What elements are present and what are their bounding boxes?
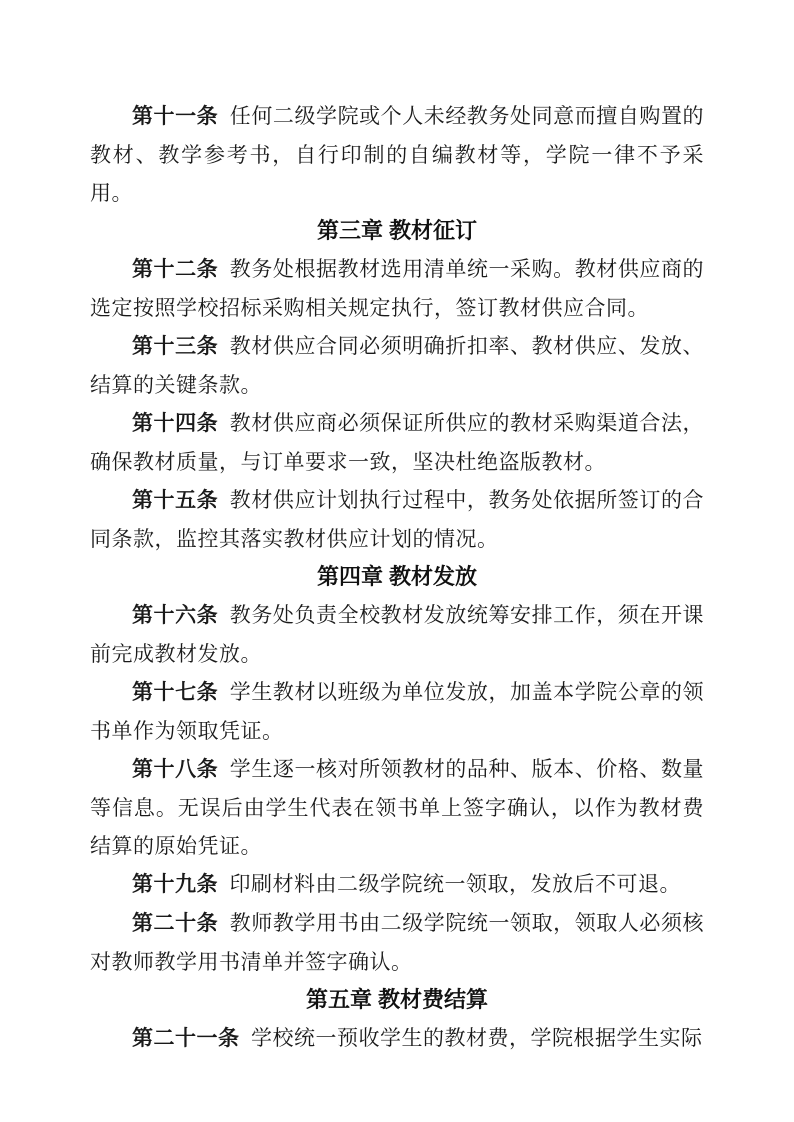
article-text: 教师教学用书由二级学院统一领取，领取人必须核对教师教学用书清单并签字确认。 [90, 911, 704, 974]
chapter-heading-4: 第四章 教材发放 [316, 564, 478, 589]
article-number: 第十七条 [132, 681, 219, 704]
article-text: 教材供应合同必须明确折扣率、教材供应、发放、结算的关键条款。 [90, 334, 704, 397]
article-number: 第十八条 [132, 758, 219, 781]
article-paragraph-12 [90, 250, 704, 327]
article-paragraph-14 [90, 404, 704, 481]
article-paragraph-11 [90, 97, 704, 212]
article-paragraph-18 [90, 750, 704, 865]
article-number: 第十四条 [132, 412, 219, 435]
article-number: 第十二条 [132, 258, 219, 281]
article-text: 学生教材以班级为单位发放，加盖本学院公章的领书单作为领取凭证。 [90, 680, 704, 743]
article-text: 教材供应商必须保证所供应的教材采购渠道合法，确保教材质量，与订单要求一致，坚决杜绝盗版教材。 [90, 411, 704, 474]
article-number: 第十三条 [132, 335, 219, 358]
article-text: 任何二级学院或个人未经教务处同意而擅自购置的教材、教学参考书，自行印制的自编教材等，学院一律不予采用。 [90, 104, 704, 205]
article-paragraph-13 [90, 327, 704, 404]
article-paragraph-21 [90, 1019, 704, 1058]
article-text: 学校统一预收学生的教材费，学院根据学生实际 [251, 1026, 703, 1050]
article-paragraph-19 [90, 865, 704, 904]
article-paragraph-17 [90, 673, 704, 750]
article-number: 第十九条 [132, 873, 218, 896]
article-number: 第二十一条 [132, 1027, 240, 1050]
article-paragraph-16 [90, 596, 704, 673]
article-paragraph-15 [90, 481, 704, 558]
article-text: 学生逐一核对所领教材的品种、版本、价格、数量等信息。无误后由学生代表在领书单上签字确认，以作为教材费结算的原始凭证。 [90, 757, 704, 858]
article-text: 印刷材料由二级学院统一领取，发放后不可退。 [229, 872, 682, 896]
article-text: 教务处负责全校教材发放统筹安排工作，须在开课前完成教材发放。 [90, 603, 704, 666]
article-number: 第二十条 [132, 912, 219, 935]
article-number: 第十五条 [132, 489, 219, 512]
article-text: 教材供应计划执行过程中，教务处依据所签订的合同条款，监控其落实教材供应计划的情况。 [90, 488, 704, 551]
chapter-heading-3: 第三章 教材征订 [316, 218, 478, 243]
chapter-heading-5: 第五章 教材费结算 [305, 987, 489, 1012]
article-paragraph-20 [90, 904, 704, 981]
article-number: 第十一条 [132, 105, 219, 128]
article-text: 教务处根据教材选用清单统一采购。教材供应商的选定按照学校招标采购相关规定执行，签订教材供应合同。 [90, 257, 704, 320]
article-number: 第十六条 [132, 604, 219, 627]
